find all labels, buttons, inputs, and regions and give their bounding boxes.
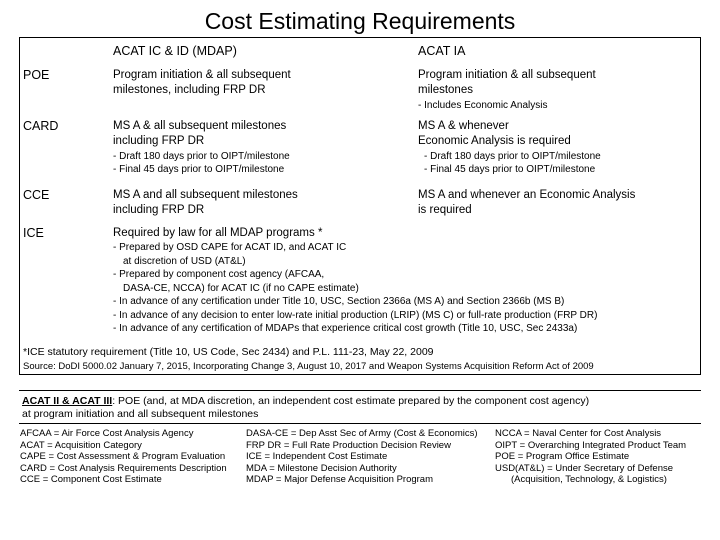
poe-ia-note: - Includes Economic Analysis bbox=[418, 100, 548, 111]
ice-details bbox=[113, 241, 597, 336]
row-label-ice: ICE bbox=[23, 226, 44, 240]
acat2-heading: ACAT II & ACAT III bbox=[22, 395, 113, 407]
ice-detail: - In advance of any decision to enter low-rate initial production (LRIP) (MS C) or full-rate production (FRP DR) bbox=[113, 309, 598, 321]
cce-mdap-line: MS A and all subsequent milestones bbox=[113, 189, 298, 201]
definition: FRP DR = Full Rate Production Decision Review bbox=[246, 439, 451, 451]
card-ia-note: - Final 45 days prior to OIPT/milestone bbox=[424, 164, 596, 175]
definitions-col-1 bbox=[20, 428, 227, 486]
poe-ia-line: milestones bbox=[418, 84, 473, 96]
poe-mdap-line: Program initiation & all subsequent bbox=[113, 69, 291, 81]
poe-ia-line: Program initiation & all subsequent bbox=[418, 69, 596, 81]
definition: CAPE = Cost Assessment & Program Evaluation bbox=[20, 451, 226, 462]
cce-ia bbox=[418, 188, 635, 218]
ice-detail: - Prepared by OSD CAPE for ACAT ID, and ACAT IC bbox=[113, 242, 347, 253]
card-ia-line: MS A & whenever bbox=[418, 120, 509, 132]
header-acat-ia: ACAT IA bbox=[418, 44, 466, 58]
definition: CARD = Cost Analysis Requirements Description bbox=[20, 462, 227, 474]
definitions-col-2 bbox=[246, 428, 478, 486]
definition: MDAP = Major Defense Acquisition Program bbox=[246, 474, 434, 485]
ice-detail: at discretion of USD (AT&L) bbox=[123, 255, 246, 267]
row-label-poe: POE bbox=[23, 68, 50, 82]
definitions-col-3 bbox=[495, 428, 686, 486]
definition: (Acquisition, Technology, & Logistics) bbox=[511, 474, 667, 485]
card-mdap-note: - Draft 180 days prior to OIPT/milestone bbox=[113, 151, 290, 162]
definition: ACAT = Acquisition Category bbox=[20, 439, 142, 451]
ice-detail: DASA-CE, NCCA) for ACAT IC (if no CAPE estimate) bbox=[123, 282, 359, 294]
definition: OIPT = Overarching Integrated Product Team bbox=[495, 439, 687, 451]
acat2-text: : POE (and, at MDA discretion, an independent cost estimate prepared by the component cost agency) bbox=[112, 395, 590, 407]
card-mdap-note: - Final 45 days prior to OIPT/milestone bbox=[113, 164, 285, 175]
cce-ia-line: MS A and whenever an Economic Analysis bbox=[418, 189, 636, 201]
definition: NCCA = Naval Center for Cost Analysis bbox=[495, 428, 662, 439]
card-ia bbox=[418, 119, 571, 149]
poe-mdap bbox=[113, 68, 291, 98]
divider-bottom bbox=[19, 423, 701, 424]
card-ia-notes bbox=[424, 150, 601, 176]
definition: MDA = Milestone Decision Authority bbox=[246, 462, 397, 474]
ice-detail: - In advance of any certification of MDAPs that experience critical cost growth (Title 10, USC, Sec 2433a) bbox=[113, 323, 578, 334]
card-mdap-line: MS A & all subsequent milestones bbox=[113, 120, 287, 132]
ice-detail: - In advance of any certification under Title 10, USC, Section 2366a (MS A) and Section 2366b (MS B) bbox=[113, 296, 565, 307]
definition: ICE = Independent Cost Estimate bbox=[246, 451, 388, 462]
poe-mdap-line: milestones, including FRP DR bbox=[113, 84, 266, 96]
source-citation: Source: DoDI 5000.02 January 7, 2015, Incorporating Change 3, August 10, 2017 and Weapon Systems Acquisition Reform Act of 2009 bbox=[23, 361, 594, 372]
page-title: Cost Estimating Requirements bbox=[204, 8, 516, 34]
row-label-card: CARD bbox=[23, 119, 59, 133]
ice-footnote: *ICE statutory requirement (Title 10, US Code, Sec 2434) and P.L. 111-23, May 22, 2009 bbox=[23, 346, 434, 358]
definition: DASA-CE = Dep Asst Sec of Army (Cost & Economics) bbox=[246, 428, 478, 439]
card-mdap-line: including FRP DR bbox=[113, 135, 205, 147]
divider-top bbox=[19, 390, 701, 391]
definition: POE = Program Office Estimate bbox=[495, 451, 630, 462]
poe-ia bbox=[418, 68, 596, 98]
acat2-line: at program initiation and all subsequent milestones bbox=[22, 408, 259, 420]
card-mdap bbox=[113, 119, 286, 149]
acat2-statement bbox=[22, 395, 589, 421]
header-mdap: ACAT IC & ID (MDAP) bbox=[113, 44, 237, 58]
card-ia-line: Economic Analysis is required bbox=[418, 135, 571, 147]
card-ia-note: - Draft 180 days prior to OIPT/milestone bbox=[424, 151, 601, 162]
cce-ia-line: is required bbox=[418, 204, 472, 216]
acat2-line bbox=[22, 395, 589, 408]
card-mdap-notes bbox=[113, 150, 290, 176]
row-label-cce: CCE bbox=[23, 188, 50, 202]
definition: CCE = Component Cost Estimate bbox=[20, 474, 162, 485]
cce-mdap-line: including FRP DR bbox=[113, 204, 205, 216]
ice-detail: - Prepared by component cost agency (AFCAA, bbox=[113, 269, 325, 280]
ice-main: Required by law for all MDAP programs * bbox=[113, 227, 323, 239]
definition: USD(AT&L) = Under Secretary of Defense bbox=[495, 462, 674, 474]
cce-mdap bbox=[113, 188, 298, 218]
definition: AFCAA = Air Force Cost Analysis Agency bbox=[20, 428, 194, 439]
